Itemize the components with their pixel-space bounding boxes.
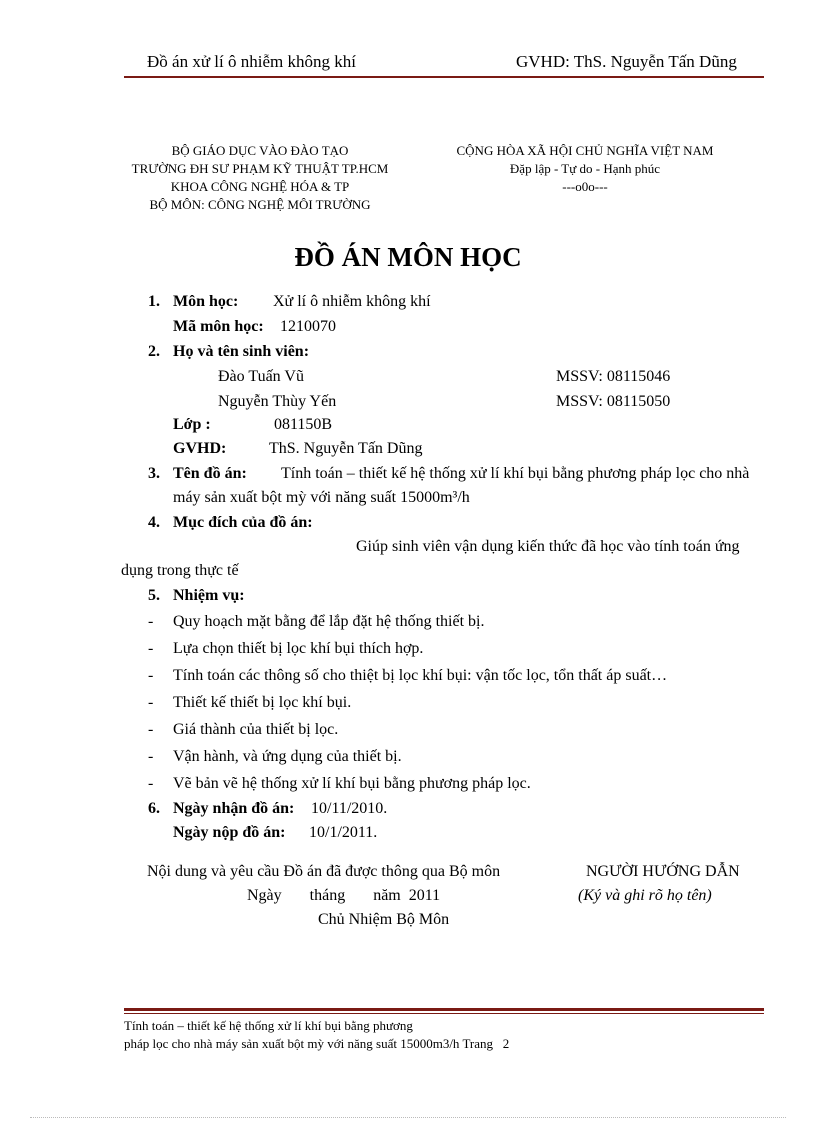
advisor-label: GVHD:	[173, 440, 227, 457]
advisor-value: ThS. Nguyễn Tấn Dũng	[269, 440, 423, 457]
purpose-line-1: Giúp sinh viên vận dụng kiến thức đã học vào tính toán ứng	[356, 538, 740, 555]
org-left-block	[120, 142, 400, 214]
due-date-value: 10/1/2011.	[309, 824, 378, 841]
task-text: Tính toán các thông số cho thiệt bị lọc khí bụi: vận tốc lọc, tổn thất áp suất…	[173, 667, 668, 684]
section-number: 6.	[148, 800, 160, 817]
approval-text: Nội dung và yêu cầu Đồ án đã được thông qua Bộ môn	[147, 863, 501, 880]
footer-rule-thin	[124, 1013, 764, 1014]
task-text: Quy hoạch mặt bằng để lắp đặt hệ thống thiết bị.	[173, 613, 485, 630]
bullet: -	[148, 748, 154, 765]
department-head: Chủ Nhiệm Bộ Môn	[318, 911, 450, 928]
org-left-line: BỘ MÔN: CÔNG NGHỆ MÔI TRƯỜNG	[149, 197, 371, 212]
org-right-line: ---o0o---	[562, 179, 608, 194]
subject-code-value: 1210070	[280, 318, 336, 335]
tasks-label: Nhiệm vụ:	[173, 587, 245, 604]
student-name: Nguyễn Thùy Yến	[218, 393, 337, 410]
subject-value: Xử lí ô nhiễm không khí	[273, 293, 431, 310]
subject-label: Môn học:	[173, 293, 239, 310]
org-right-block	[435, 142, 735, 196]
class-label: Lớp :	[173, 416, 211, 433]
students-label: Họ và tên sinh viên:	[173, 343, 310, 360]
bullet: -	[148, 667, 154, 684]
received-date-label: Ngày nhận đồ án:	[173, 800, 295, 817]
task-text: Vẽ bản vẽ hệ thống xử lí khí bụi bằng phương pháp lọc.	[173, 775, 531, 792]
bullet: -	[148, 640, 154, 657]
footer-line-2: pháp lọc cho nhà máy sản xuất bột mỳ với năng suất 15000m3/h Trang 2	[124, 1036, 510, 1051]
section-number: 1.	[148, 293, 160, 310]
project-name-label: Tên đồ án:	[173, 465, 247, 482]
document-title: ĐỒ ÁN MÔN HỌC	[294, 242, 522, 272]
student-id: MSSV: 08115046	[556, 368, 671, 385]
org-left-line: KHOA CÔNG NGHỆ HÓA & TP	[170, 179, 350, 194]
section-number: 2.	[148, 343, 160, 360]
task-text: Thiết kế thiết bị lọc khí bụi.	[173, 694, 352, 711]
project-name-line-1: Tính toán – thiết kế hệ thống xử lí khí bụi bằng phương pháp lọc cho nhà	[281, 465, 750, 482]
bullet: -	[148, 775, 154, 792]
footer-rule-thick	[124, 1008, 764, 1011]
bullet: -	[148, 613, 154, 630]
bullet: -	[148, 721, 154, 738]
task-text: Giá thành của thiết bị lọc.	[173, 721, 339, 738]
org-left-line: BỘ GIÁO DỤC VÀO ĐÀO TẠO	[171, 143, 349, 158]
footer-line-1: Tính toán – thiết kế hệ thống xử lí khí bụi bằng phương	[124, 1018, 413, 1033]
advisor-signature-note: (Ký và ghi rõ họ tên)	[578, 887, 712, 904]
org-left-line: TRƯỜNG ĐH SƯ PHẠM KỸ THUẬT TP.HCM	[131, 161, 389, 176]
section-number: 5.	[148, 587, 160, 604]
org-right-line: CỘNG HÒA XÃ HỘI CHỦ NGHĨA VIỆT NAM	[456, 143, 714, 158]
class-value: 081150B	[274, 416, 333, 433]
section-number: 3.	[148, 465, 160, 482]
section-number: 4.	[148, 514, 160, 531]
due-date-label: Ngày nộp đồ án:	[173, 824, 286, 841]
student-id: MSSV: 08115050	[556, 393, 671, 410]
purpose-line-2: dụng trong thực tế	[121, 562, 239, 579]
task-text: Lựa chọn thiết bị lọc khí bụi thích hợp.	[173, 640, 424, 657]
header-right: GVHD: ThS. Nguyễn Tấn Dũng	[516, 52, 737, 71]
signature-date-line: Ngày tháng năm 2011	[247, 887, 441, 904]
advisor-signature-title: NGƯỜI HƯỚNG DẪN	[586, 863, 740, 880]
header-left: Đồ án xử lí ô nhiễm không khí	[147, 52, 356, 71]
bullet: -	[148, 694, 154, 711]
header-rule	[124, 76, 764, 78]
project-name-line-2: máy sản xuất bột mỳ với năng suất 15000m³/h	[173, 489, 470, 506]
received-date-value: 10/11/2010.	[311, 800, 388, 817]
student-name: Đào Tuấn Vũ	[218, 368, 304, 385]
subject-code-label: Mã môn học:	[173, 318, 264, 335]
page-edge-divider	[30, 1117, 786, 1118]
task-text: Vận hành, và ứng dụng của thiết bị.	[173, 748, 402, 765]
org-right-line: Đặp lập - Tự do - Hạnh phúc	[509, 161, 661, 176]
purpose-label: Mục đích của đồ án:	[173, 514, 313, 531]
